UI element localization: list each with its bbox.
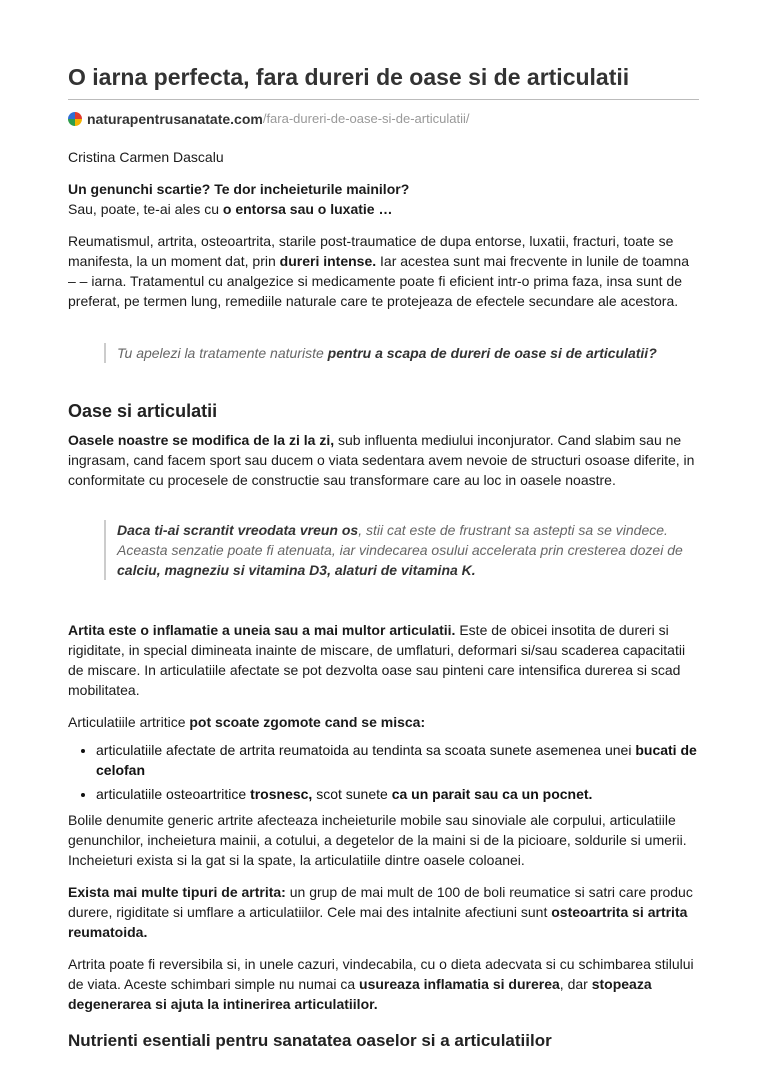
list-item [96,740,700,780]
intro-text: Sau, poate, te-ai ales cu [68,201,223,217]
paragraph-reversible [68,954,700,1014]
page-title: O iarna perfecta, fara dureri de oase si de articulatii [68,64,630,90]
heading-bones-joints: Oase si articulatii [68,401,218,421]
para1-text-a: Reumatismul, artrita, osteoartrita, starile post-traumatice de dupa entorse, luxatii, fracturi, toate se manifesta, la un moment dat, prin [68,233,674,269]
intro-bold: o entorsa sau o luxatie … [222,201,393,217]
quote1-text: Tu apelezi la tratamente naturiste [117,345,328,361]
para2-text: sub influenta mediului inconjurator. Cand slabim sau ne ingrasam, cand facem sport sau ducem o viata sedentara avem nevoie de structuri osoase diferite, in conformitate cu procesele de constructie sau transformare care au loc in oasele noastre. [68,432,695,488]
quote2-bold-c: calciu, magneziu si vitamina D3, alaturi de vitamina K. [117,562,476,578]
intro-question: Un genunchi scartie? Te dor incheieturile mainilor? [68,181,410,197]
list-item-bold: trosnesc, [250,786,313,802]
para7-text-a: Artrita poate fi reversibila si, in unele cazuri, vindecabila, cu o dieta adecvata si cu schimbarea stilului de viata. Aceste schimbari simple nu numai ca [68,956,694,992]
paragraph-bones-change [68,430,700,490]
source-path[interactable]: /fara-dureri-de-oase-si-de-articulatii/ [262,111,470,126]
quote2-bold-a: Daca ti-ai scrantit vreodata vreun os [117,522,359,538]
list-item-bold: ca un parait sau ca un pocnet. [391,786,593,802]
quote-sprained-bone [104,520,700,580]
quote1-bold: pentru a scapa de dureri de oase si de articulatii? [327,345,657,361]
list-item [96,784,700,804]
para7-bold-d: stopeaza degenerarea si ajuta la intinerirea articulatiilor. [68,976,652,1012]
para1-text-c: Iar acestea sunt mai frecvente in lunile de toamna – – iarna. Tratamentul cu analgezice si medicamente poate fi eficient intr-o prima faza, insa sunt de preferat, pe termen lung, remediile naturale care te protejeaza de efectele secundare ale acestora. [68,253,689,309]
quote-natural-treatments [104,343,700,363]
title-divider [68,99,699,100]
source-line [68,110,700,128]
source-domain-link[interactable]: naturapentrusanatate.com [87,111,263,127]
list-item-text: scot sunete [312,786,392,802]
quote2-text: , stii cat este de frustrant sa astepti sa se vindece. Aceasta senzatie poate fi atenuata, iar vindecarea osului accelerata prin cresterea dozei de [117,522,683,558]
para6-bold-c: osteoartrita si artrita reumatoida. [68,904,688,940]
noise-list [68,740,700,804]
globe-icon [68,112,82,126]
list-item-bold: bucati de celofan [96,742,697,778]
para6-text: un grup de mai mult de 100 de boli reumatice si satri care produc durere, rigiditate si umflare a articulatiilor. Cele mai des intalnite afectiuni sunt [68,884,693,920]
para1-bold: dureri intense. [279,253,377,269]
heading-nutrients: Nutrienti esentiali pentru sanatatea oaselor si a articulatiilor [68,1031,552,1050]
author-name: Cristina Carmen Dascalu [68,149,224,165]
paragraph-arthritis-types [68,882,700,942]
para7-text-c: , dar [559,976,592,992]
list-item-text: articulatiile osteoartritice [96,786,251,802]
list-item-text: articulatiile afectate de artrita reumatoida au tendinta sa scoata sunete asemenea unei [96,742,636,758]
paragraph-arthritis-definition [68,620,700,700]
para2-bold: Oasele noastre se modifica de la zi la zi, [68,432,335,448]
paragraph-rheumatism [68,231,700,311]
paragraph-joints-affected: Bolile denumite generic artrite afecteaza incheieturile mobile sau sinoviale ale corpului, articulatiile genunchilor, incheietura mainii, a cotului, a degetelor de la maini si de la picioare, soldurile si umerii. Incheieturi exista si la gat si la spate, la articulatiile dintre oasele coloanei. [68,812,687,868]
para6-bold-a: Exista mai multe tipuri de artrita: [68,884,286,900]
para4-bold: pot scoate zgomote cand se misca: [189,714,426,730]
para3-bold: Artita este o inflamatie a uneia sau a mai multor articulatii. [68,622,456,638]
intro-paragraph [68,179,700,219]
para3-text: Este de obicei insotita de dureri si rigiditate, in special dimineata inainte de miscare, de umflaturi, deformari si/sau scaderea capacitatii de miscare. In articulatiile afectate se pot dezvolta oase sau pinteni care intensifica durerea si scad mobilitatea. [68,622,686,698]
para7-bold-b: usureaza inflamatia si durerea [359,976,560,992]
paragraph-arthritic-noises [68,712,700,732]
para4-text: Articulatiile artritice [68,714,190,730]
